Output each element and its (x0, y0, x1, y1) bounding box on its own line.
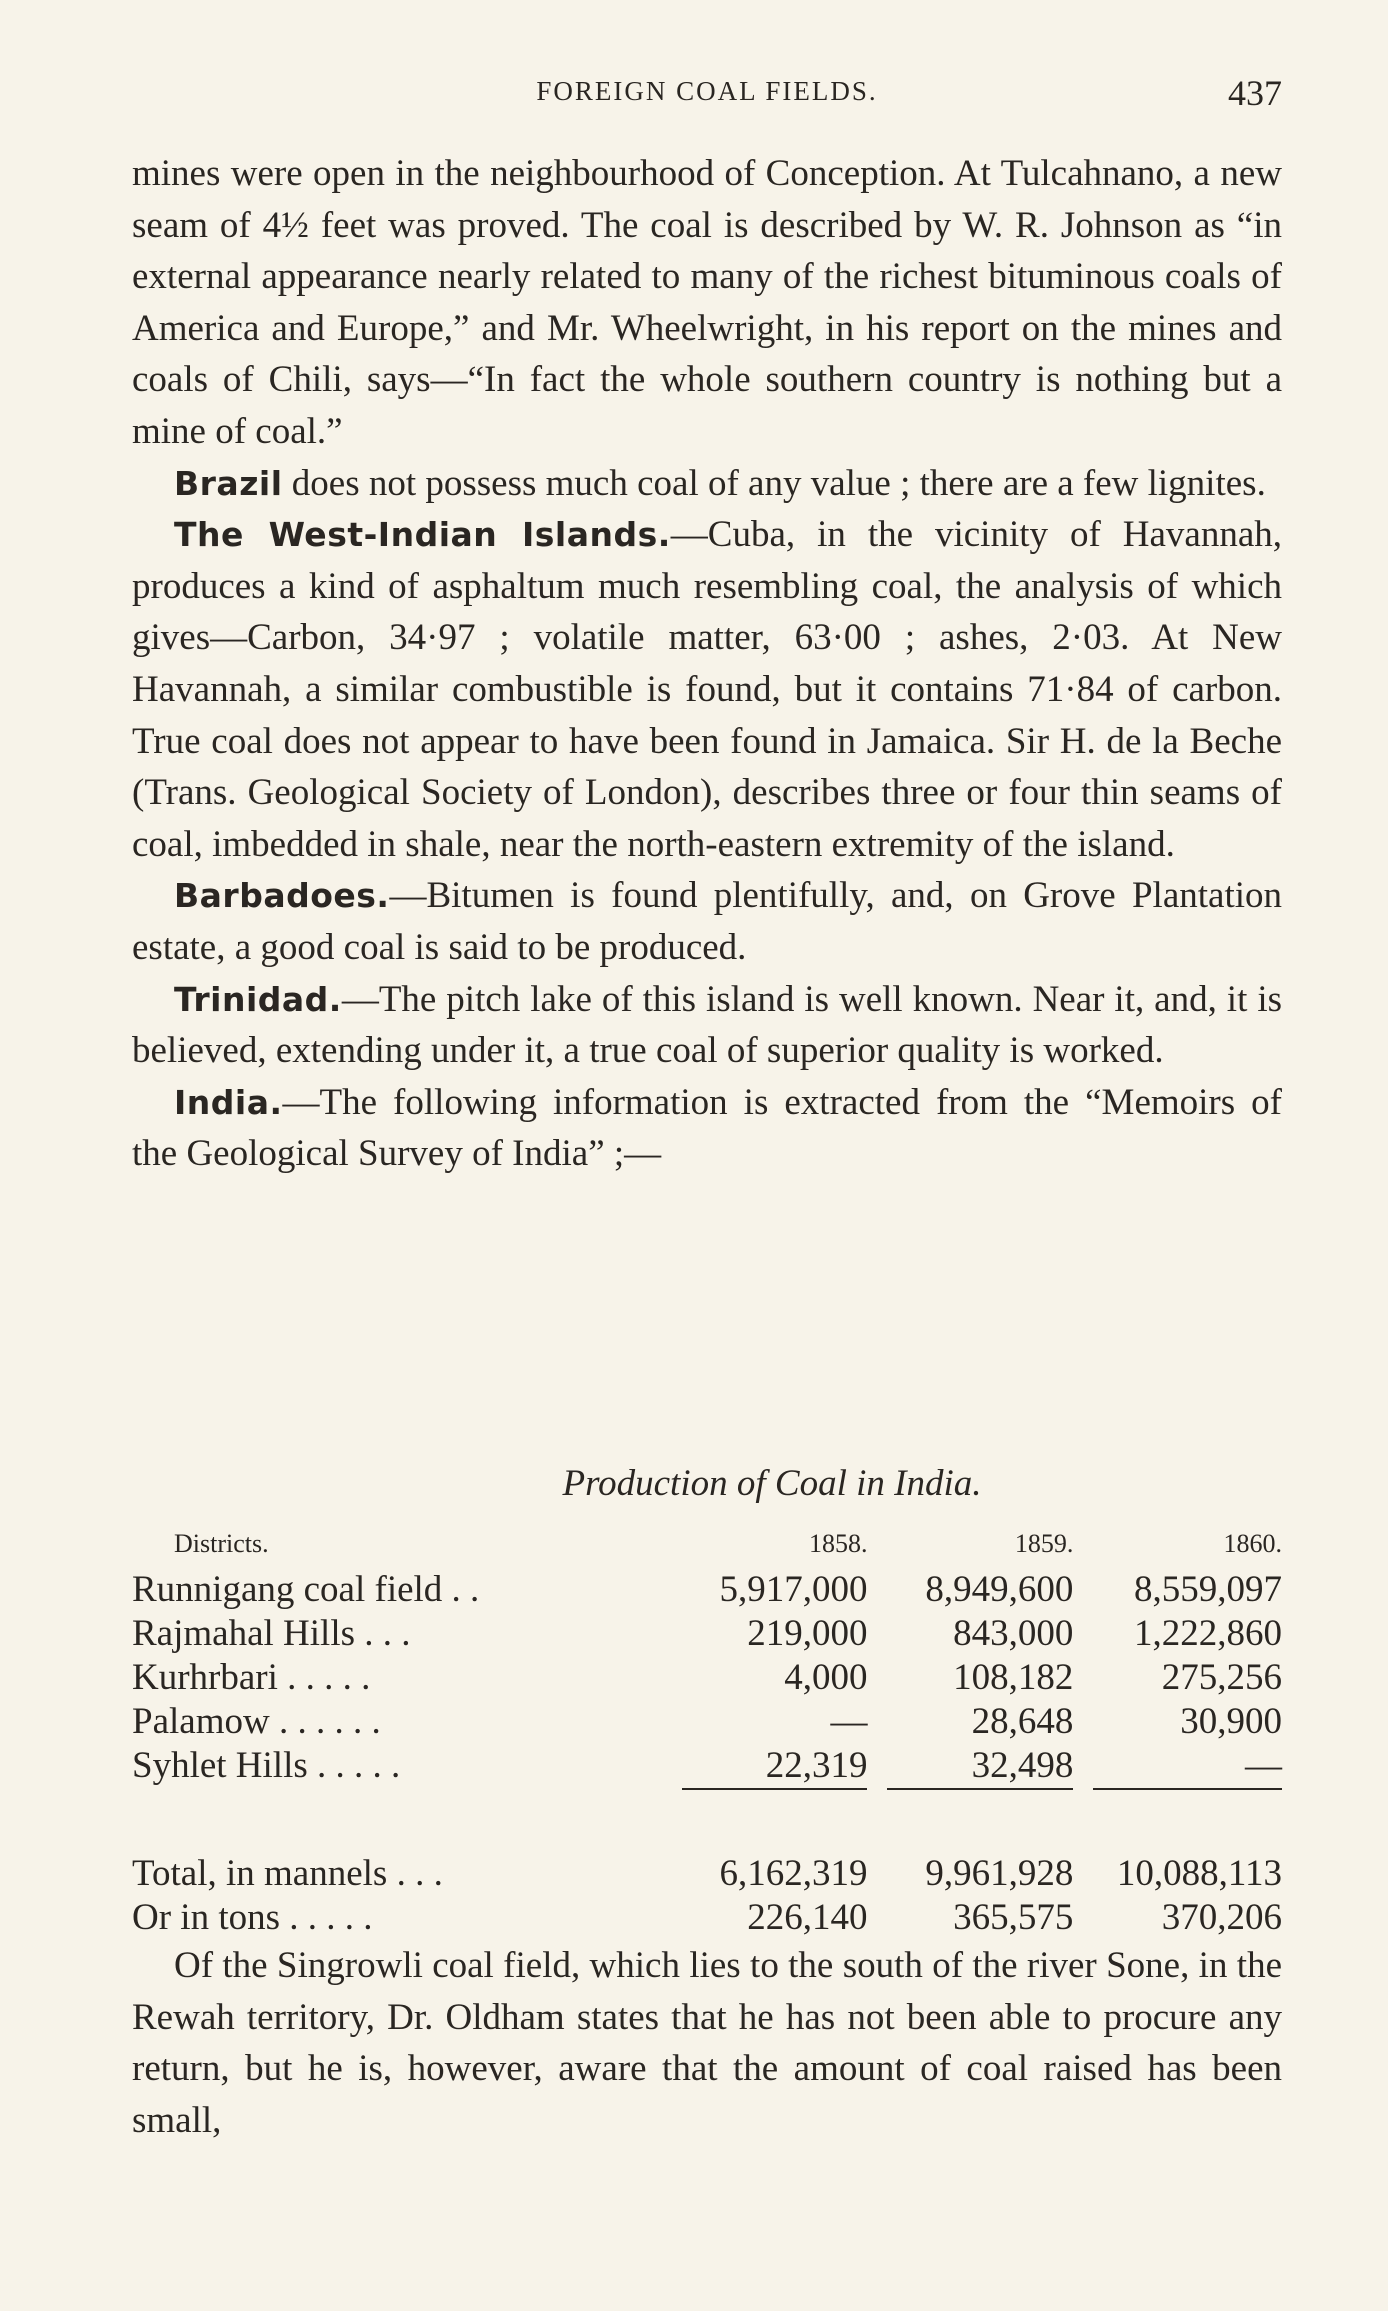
district-name: Kurhrbari . . . . . (132, 1657, 371, 1698)
table-row (132, 1700, 1282, 1744)
value-1860: 8,559,097 (1134, 1569, 1282, 1610)
paragraph-india (132, 1077, 1282, 1180)
running-head (132, 68, 1282, 118)
value-1858: 4,000 (784, 1657, 868, 1698)
total-1859: 9,961,928 (925, 1853, 1074, 1894)
coal-production-table-section (132, 1462, 1282, 1940)
total-1858: 6,162,319 (719, 1853, 868, 1894)
column-header-1858: 1858. (808, 1529, 868, 1558)
district-name: Palamow . . . . . . (132, 1701, 381, 1742)
paragraph-barbadoes (132, 870, 1282, 973)
paragraph-singrowli: Of the Singrowli coal field, which lies to the south of the river Sone, in the Rewah territory, Dr. Oldham states that he has not been able to procure any return, but he is, however, aware that the amount of coal raised has been small, (132, 1945, 1282, 2141)
total-1858: 226,140 (747, 1897, 868, 1938)
value-1859: 108,182 (953, 1657, 1074, 1698)
value-1858: 5,917,000 (719, 1569, 868, 1610)
paragraph-lead: Brazil (174, 463, 283, 503)
paragraph-lead: India. (174, 1082, 283, 1122)
table-header-row (132, 1520, 1282, 1568)
table-row (132, 1568, 1282, 1612)
column-header-1860: 1860. (1223, 1529, 1282, 1558)
paragraph-text: —The pitch lake of this island is well known. Near it, and, it is believed, extending under it, a true coal of superior quality is worked. (132, 978, 1282, 1072)
table-row (132, 1656, 1282, 1700)
paragraph-lead: The West-Indian Islands. (174, 515, 671, 555)
total-1860: 370,206 (1161, 1897, 1282, 1938)
value-1858: 219,000 (747, 1613, 868, 1654)
paragraph-text: —Bitumen is found plentifully, and, on Grove Plantation estate, a good coal is said to be produced. (132, 875, 1282, 968)
sum-rule (887, 1788, 1073, 1790)
paragraph-west-indian-islands (132, 509, 1282, 870)
paragraph-text: does not possess much coal of any value ; there are a few lignites. (282, 462, 1266, 504)
table-title: Production of Coal in India. (562, 1463, 982, 1504)
total-1859: 365,575 (953, 1897, 1074, 1938)
column-header-districts: Districts. (174, 1529, 269, 1558)
running-title: FOREIGN COAL FIELDS. (536, 76, 878, 106)
district-name: Syhlet Hills . . . . . (132, 1745, 401, 1786)
closing-text (132, 1940, 1282, 2146)
value-1859: 28,648 (971, 1701, 1074, 1742)
value-1859: 32,498 (971, 1745, 1074, 1786)
paragraph-continuation (132, 148, 1282, 458)
column-header-1859: 1859. (1014, 1529, 1074, 1558)
total-label: Or in tons . . . . . (132, 1897, 373, 1938)
value-1859: 8,949,600 (925, 1569, 1074, 1610)
value-1858: 22,319 (765, 1745, 868, 1786)
table-row (132, 1612, 1282, 1656)
total-row (132, 1896, 1282, 1940)
district-name: Rajmahal Hills . . . (132, 1613, 411, 1654)
paragraph-text: mines were open in the neighbourhood of Conception. At Tulcahnano, a new seam of 4½ feet was proved. The coal is described by W. R. Johnson as “in external appearance nearly related to many of the richest bituminous coals of America and Europe,” and Mr. Wheelwright, in his report on the mines and coals of Chili, says—“In fact the whole southern country is nothing but a mine of coal.” (132, 153, 1282, 452)
value-1860: 30,900 (1180, 1701, 1282, 1742)
value-1860: 275,256 (1161, 1657, 1282, 1698)
sum-rule (1093, 1788, 1282, 1790)
total-1860: 10,088,113 (1116, 1853, 1282, 1894)
page-number: 437 (1228, 73, 1282, 113)
table-row (132, 1744, 1282, 1788)
total-row (132, 1852, 1282, 1896)
district-name: Runnigang coal field . . (132, 1569, 480, 1610)
paragraph-lead: Barbadoes. (174, 876, 390, 916)
paragraph-text: —The following information is extracted from the “Memoirs of the Geological Survey of India” ;— (132, 1081, 1282, 1175)
paragraph-brazil (132, 458, 1282, 510)
paragraph-lead: Trinidad. (174, 979, 342, 1019)
value-1858: — (830, 1701, 868, 1742)
paragraph-trinidad (132, 974, 1282, 1077)
body-text (132, 148, 1282, 1180)
paragraph-text: —Cuba, in the vicinity of Havannah, produces a kind of asphaltum much resembling coal, the analysis of which gives—Carbon, 34·97 ; volatile matter, 63·00 ; ashes, 2·03. At New Havannah, a similar combustible is found, but it contains 71·84 of carbon. True coal does not appear to have been found in Jamaica. Sir H. de la Beche (Trans. Geological Society of London), describes three or four thin seams of coal, imbedded in shale, near the north-eastern extremity of the island. (132, 514, 1282, 865)
value-1860: 1,222,860 (1134, 1613, 1282, 1654)
value-1860: — (1245, 1745, 1282, 1786)
value-1859: 843,000 (953, 1613, 1074, 1654)
coal-production-table (132, 1520, 1282, 1940)
sum-rule (682, 1788, 868, 1790)
sum-rule-row (132, 1788, 1282, 1808)
total-label: Total, in mannels . . . (132, 1853, 443, 1894)
